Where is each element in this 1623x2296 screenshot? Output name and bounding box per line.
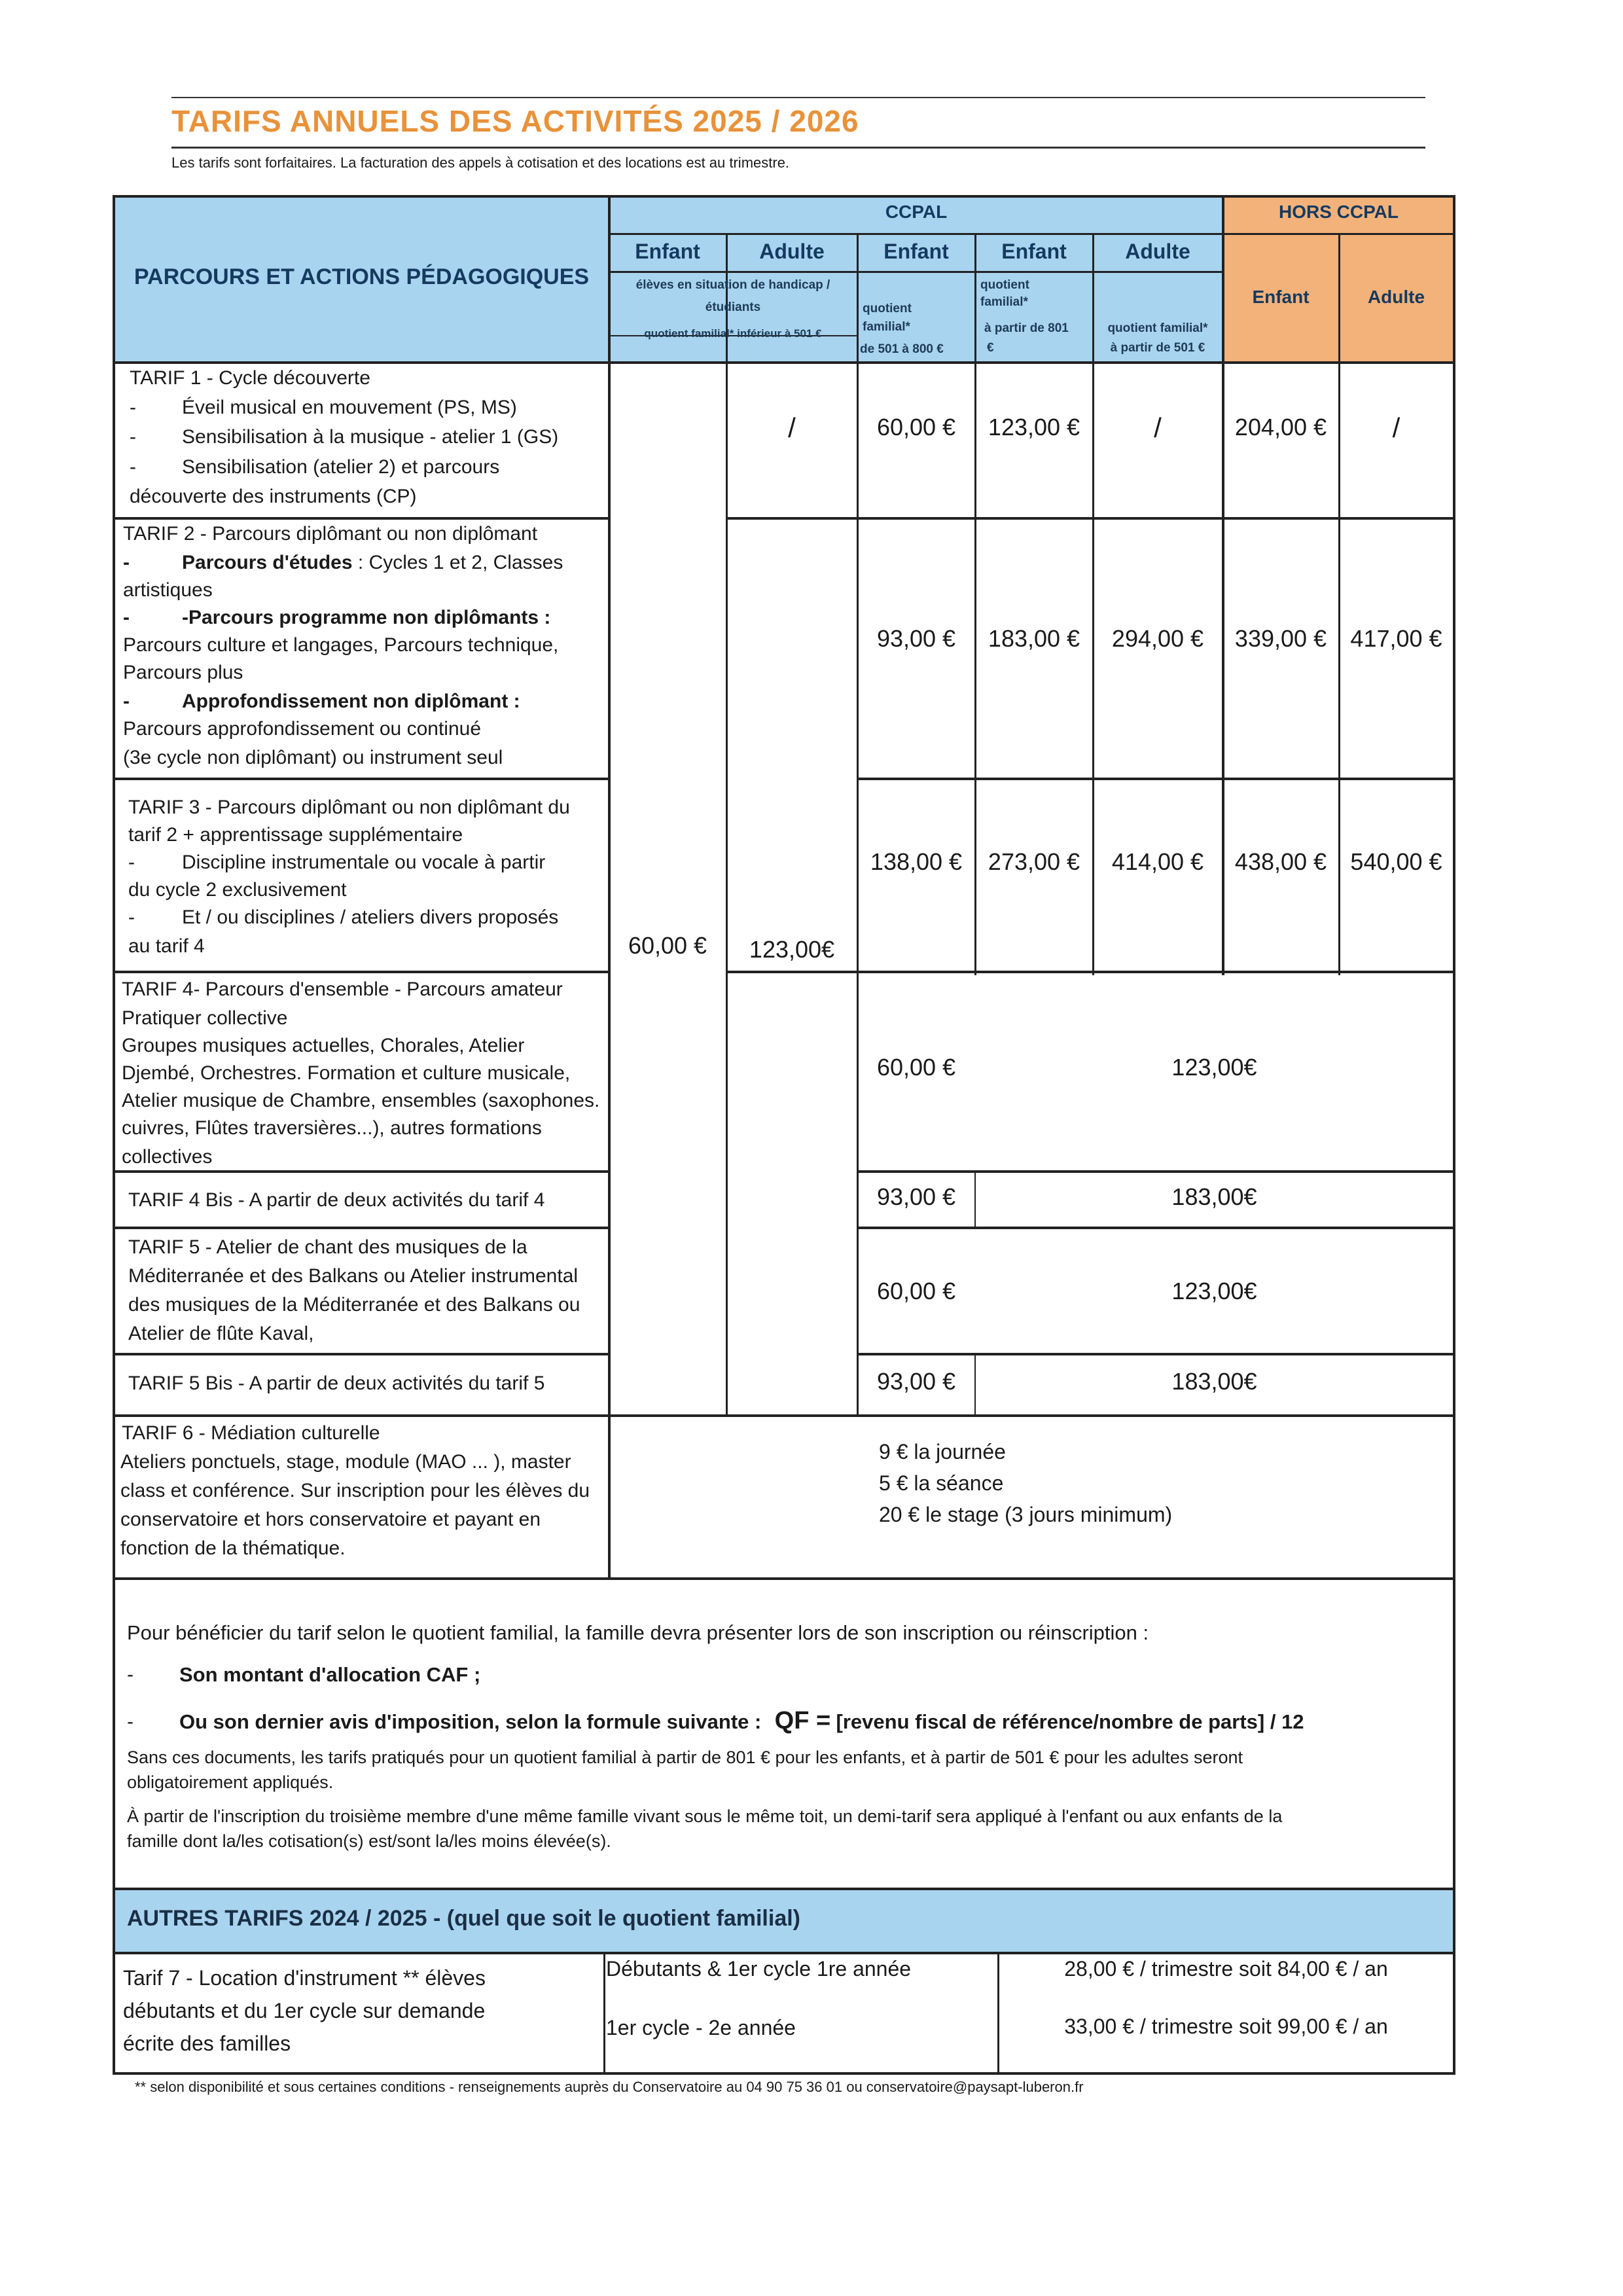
tarif-6-line: class et conférence. Sur inscription pour les élèves du (120, 1480, 590, 1501)
tarif-6-price: 5 € la séance (879, 1471, 1004, 1495)
price-adulte-reduit: 123,00€ (749, 936, 835, 963)
tarif-2-line: (3e cycle non diplômant) ou instrument seul (123, 747, 503, 768)
tarif-3-line: Et / ou disciplines / ateliers divers proposés (182, 906, 559, 928)
dash: - (127, 1711, 134, 1732)
header-col-enfant-hors: Enfant (1252, 287, 1310, 307)
tarif-4-line: Atelier musique de Chambre, ensembles (saxophones. (122, 1090, 600, 1111)
tarif-2-price: 417,00 € (1350, 625, 1442, 652)
tarif-1-line: Éveil musical en mouvement (PS, MS) (182, 397, 517, 418)
tarif-1-line: découverte des instruments (CP) (130, 486, 417, 507)
tarif-1-title: TARIF 1 - Cycle découverte (130, 367, 370, 389)
header-sub-qf-inf-501: quotient familial* inférieur à 501 € (644, 327, 822, 340)
header-col-adulte-qf-501: Adulte (1125, 240, 1190, 263)
tarif-1-line: Sensibilisation à la musique - atelier 1 (GS) (182, 426, 559, 448)
tarif-3-price: 414,00 € (1111, 848, 1204, 875)
header-ccpal: CCPAL (885, 202, 948, 222)
tarif-1-adulte-reduit: / (788, 412, 796, 443)
tarif-3-line: au tarif 4 (128, 935, 205, 957)
tarif-4-bis-price: 93,00 € (876, 1183, 956, 1210)
qf-note: obligatoirement appliqués. (127, 1772, 334, 1792)
qf-item-caf: Son montant d'allocation CAF ; (179, 1663, 481, 1686)
tarif-2-price: 294,00 € (1111, 625, 1204, 652)
tarif-4-title: TARIF 4- Parcours d'ensemble - Parcours amateur (122, 978, 563, 1000)
header-sub-qf-c3: de 501 à 800 € (860, 342, 944, 356)
tarif-5-bis-price: 93,00 € (876, 1368, 956, 1395)
tarif-2-line: : Cycles 1 et 2, Classes (352, 552, 563, 573)
tarif-2-line: Parcours approfondissement ou continué (123, 718, 482, 740)
header-sub-qf-d2: familial* (980, 295, 1028, 309)
tarif-5-line: Méditerranée et des Balkans ou Atelier instrumental (128, 1265, 579, 1287)
title-bottom-rule (171, 147, 1425, 149)
page-title: TARIFS ANNUELS DES ACTIVITÉS 2025 / 2026 (171, 104, 859, 138)
tarif-1-price: 60,00 € (876, 414, 956, 440)
tarif-5-price: 60,00 € (876, 1278, 956, 1304)
dash: - (130, 397, 136, 418)
dash: - (127, 1664, 134, 1685)
location-row-2-label: 1er cycle - 2e année (606, 2016, 796, 2039)
qf-demi-tarif: famille dont la/les cotisation(s) est/sont la/les moins élevée(s). (127, 1831, 611, 1851)
tarif-7-label: écrite des familles (123, 2032, 291, 2055)
tarif-5-bis-price-merged: 183,00€ (1171, 1368, 1257, 1395)
title-top-rule (171, 97, 1425, 98)
tarif-2-title: TARIF 2 - Parcours diplômant ou non diplômant (123, 523, 538, 545)
location-row-2-price: 33,00 € / trimestre soit 99,00 € / an (1064, 2015, 1388, 2038)
qf-label: QF = (774, 1707, 831, 1734)
header-sub-qf-d4: € (987, 341, 994, 355)
tarif-2-price: 183,00 € (988, 625, 1080, 652)
header-col-enfant-qf-801: Enfant (1001, 240, 1067, 263)
tarif-2-line: Parcours plus (123, 662, 243, 683)
tarif-4-line: Djembé, Orchestres. Formation et culture musicale, (122, 1062, 571, 1084)
tarif-2-price: 93,00 € (876, 625, 956, 652)
tarif-5-bis-label: TARIF 5 Bis - A partir de deux activités du tarif 5 (128, 1372, 545, 1394)
tarif-5-price-merged: 123,00€ (1171, 1278, 1257, 1304)
header-col-enfant-qf-501: Enfant (883, 240, 949, 263)
tarif-5-line: des musiques de la Méditerranée et des Balkans ou (128, 1294, 580, 1316)
tarif-6-price: 20 € le stage (3 jours minimum) (879, 1503, 1173, 1526)
tarif-4-price-merged: 123,00€ (1171, 1054, 1257, 1081)
qf-formula: [revenu fiscal de référence/nombre de parts] / 12 (836, 1710, 1304, 1733)
header-main-label: PARCOURS ET ACTIONS PÉDAGOGIQUES (134, 264, 590, 289)
tarif-6-line: Ateliers ponctuels, stage, module (MAO ... ), master (120, 1451, 571, 1473)
tarif-1-price: / (1154, 412, 1162, 443)
tarif-7-label: Tarif 7 - Location d'instrument ** élèves (123, 1966, 486, 1990)
header-col-enfant-reduit: Enfant (635, 240, 700, 263)
header-sub-qf-d1: quotient (980, 278, 1029, 292)
tarif-1-price: 204,00 € (1234, 414, 1327, 440)
header-sub-qf-c1: quotient (863, 302, 912, 315)
tarif-2-line: Parcours culture et langages, Parcours technique, (123, 634, 559, 656)
tarif-3-price: 138,00 € (870, 848, 963, 875)
header-hors-ccpal: HORS CCPAL (1278, 202, 1399, 222)
page-subtitle: Les tarifs sont forfaitaires. La facturation des appels à cotisation et des locations est au trimestre. (171, 154, 790, 171)
tarif-6-price: 9 € la journée (879, 1440, 1006, 1463)
header-sub-etudiants: étudiants (705, 300, 761, 314)
header-col-adulte-reduit: Adulte (759, 240, 825, 263)
tarif-5-title: TARIF 5 - Atelier de chant des musiques de la (128, 1236, 527, 1258)
autres-tarifs-title: AUTRES TARIFS 2024 / 2025 - (quel que soit le quotient familial) (127, 1906, 800, 1931)
tarif-4-line: Pratiquer collective (122, 1007, 288, 1029)
tarif-3-line: tarif 2 + apprentissage supplémentaire (128, 824, 463, 846)
dash: - (130, 456, 136, 478)
location-row-1-label: Débutants & 1er cycle 1re année (606, 1957, 912, 1981)
tarif-4-line: collectives (122, 1146, 213, 1168)
tarif-6-line: fonction de la thématique. (120, 1537, 346, 1559)
qf-intro: Pour bénéficier du tarif selon le quotient familial, la famille devra présenter lors de son inscription ou réinscription : (127, 1621, 1149, 1644)
header-col-adulte-hors: Adulte (1367, 287, 1425, 307)
tarif-5-line: Atelier de flûte Kaval, (128, 1323, 314, 1344)
dash: - (123, 607, 130, 628)
tarif-3-price: 540,00 € (1350, 848, 1442, 875)
tarif-1-price: / (1392, 412, 1400, 443)
footnote: ** selon disponibilité et sous certaines conditions - renseignements auprès du Conservatoire au 04 90 75 36 01 ou conservatoire@paysapt-luberon.fr (135, 2079, 1084, 2095)
qf-demi-tarif: À partir de l'inscription du troisième membre d'une même famille vivant sous le même toit, un demi-tarif sera appliqué à l'enfant ou aux enfants de la (127, 1806, 1283, 1826)
tarif-3-line: Discipline instrumentale ou vocale à partir (182, 852, 546, 873)
price-enfant-reduit: 60,00 € (628, 932, 707, 959)
tarif-4-bis-price-merged: 183,00€ (1171, 1183, 1257, 1210)
location-row-1-price: 28,00 € / trimestre soit 84,00 € / an (1064, 1957, 1388, 1981)
tarif-2-bold: Parcours d'études (182, 552, 353, 573)
tarif-6-title: TARIF 6 - Médiation culturelle (122, 1422, 380, 1444)
qf-note: Sans ces documents, les tarifs pratiqués pour un quotient familial à partir de 801 € pour les enfants, et à partir de 501 € pour les adultes seront (127, 1748, 1243, 1767)
header-sub-qf-c2: familial* (863, 320, 910, 334)
tarif-1-line: Sensibilisation (atelier 2) et parcours (182, 456, 500, 478)
tarif-2-bold: Approfondissement non diplômant : (182, 691, 520, 712)
tarif-2-bold: -Parcours programme non diplômants : (182, 607, 551, 628)
header-sub-qf-e1: quotient familial* (1107, 321, 1208, 335)
dash: - (123, 691, 130, 712)
tarif-3-price: 438,00 € (1234, 848, 1327, 875)
tarif-7-label: débutants et du 1er cycle sur demande (123, 1999, 486, 2022)
tarif-4-bis-label: TARIF 4 Bis - A partir de deux activités du tarif 4 (128, 1189, 545, 1211)
tarif-4-price: 60,00 € (876, 1054, 956, 1081)
qf-item-imposition: Ou son dernier avis d'imposition, selon la formule suivante : (179, 1710, 762, 1733)
tarif-4-line: Groupes musiques actuelles, Chorales, Atelier (122, 1035, 525, 1056)
tarif-3-price: 273,00 € (988, 848, 1080, 875)
tarif-3-title: TARIF 3 - Parcours diplômant ou non diplômant du (128, 797, 570, 818)
tarif-2-price: 339,00 € (1234, 625, 1327, 652)
dash: - (128, 852, 135, 873)
header-sub-qf-e2: à partir de 501 € (1110, 341, 1205, 355)
dash: - (123, 552, 130, 573)
tarif-1-price: 123,00 € (988, 414, 1080, 440)
tarif-4-line: cuivres, Flûtes traversières...), autres formations (122, 1117, 542, 1139)
dash: - (128, 906, 135, 928)
tarif-2-line: artistiques (123, 579, 213, 601)
tarif-3-line: du cycle 2 exclusivement (128, 879, 347, 901)
header-sub-handicap: élèves en situation de handicap / (635, 278, 830, 292)
tarif-6-line: conservatoire et hors conservatoire et payant en (120, 1509, 541, 1530)
dash: - (130, 426, 136, 448)
header-sub-qf-d3: à partir de 801 (984, 321, 1069, 335)
